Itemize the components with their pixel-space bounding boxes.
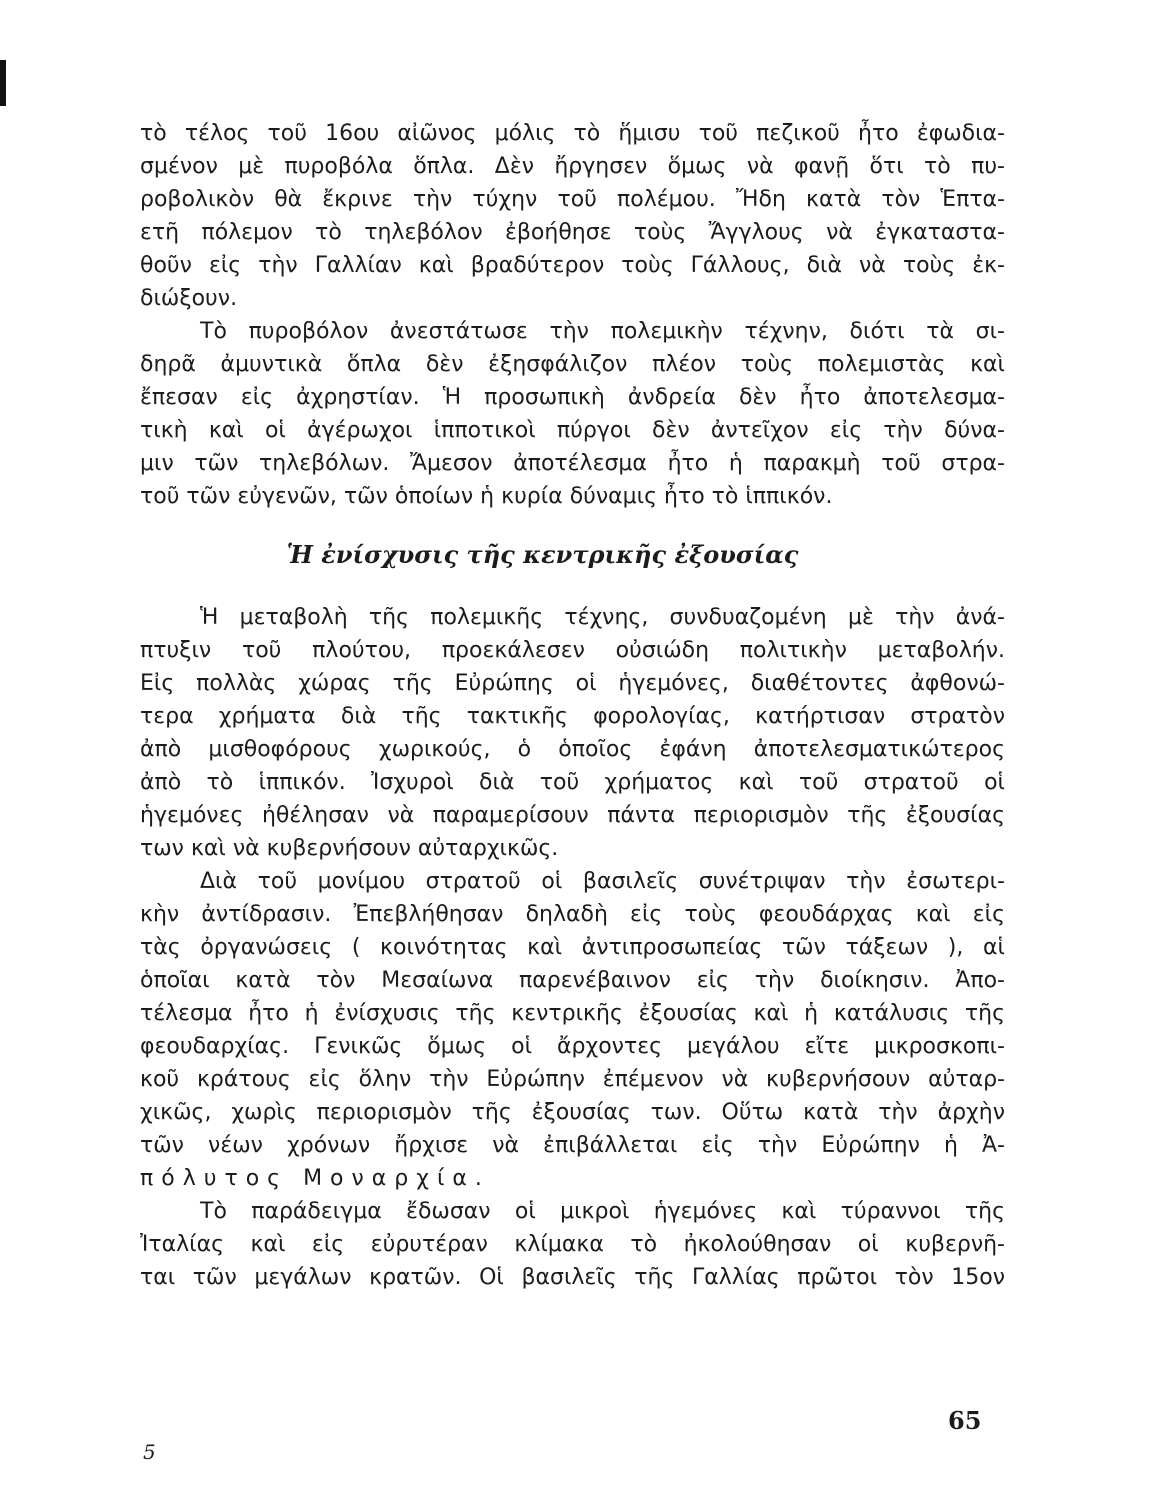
text-line: μιν τῶν τηλεβόλων. Ἄμεσον ἀποτέλεσμα ἦτο ἡ παρακμὴ τοῦ στρα- [140, 451, 1005, 476]
text-line: τοῦ τῶν εὐγενῶν, τῶν ὁποίων ἡ κυρία δύναμις ἦτο τὸ ἱππικόν. [140, 484, 833, 509]
text-line: τῶν νέων χρόνων ἤρχισε νὰ ἐπιβάλλεται εἰς τὴν Εὐρώπην ἡ Ἀ- [140, 1133, 1005, 1158]
text-line: Ἰταλίας καὶ εἰς εὐρυτέραν κλίμακα τὸ ἠκολούθησαν οἱ κυβερνῆ- [140, 1232, 1005, 1257]
paragraph-5 [140, 1195, 1005, 1294]
paragraph-2 [140, 315, 1005, 513]
text-line: Διὰ τοῦ μονίμου στρατοῦ οἱ βασιλεῖς συνέτριψαν τὴν ἐσωτερι- [200, 869, 1005, 894]
text-line: τὸ τέλος τοῦ 16ου αἰῶνος μόλις τὸ ἥμισυ τοῦ πεζικοῦ ἦτο ἐφωδια- [140, 121, 1005, 146]
text-line: τέλεσμα ἦτο ἡ ἐνίσχυσις τῆς κεντρικῆς ἐξουσίας καὶ ἡ κατάλυσις τῆς [140, 1001, 1005, 1026]
text-line: κοῦ κράτους εἰς ὅλην τὴν Εὐρώπην ἐπέμενον νὰ κυβερνήσουν αὐταρ- [140, 1067, 1005, 1092]
text-line: κὴν ἀντίδρασιν. Ἐπεβλήθησαν δηλαδὴ εἰς τοὺς φεουδάρχας καὶ εἰς [140, 902, 1005, 927]
text-line: Ἡ μεταβολὴ τῆς πολεμικῆς τέχνης, συνδυαζομένη μὲ τὴν ἀνά- [200, 605, 1005, 630]
text-line: φεουδαρχίας. Γενικῶς ὅμως οἱ ἄρχοντες μεγάλου εἴτε μικροσκοπι- [140, 1034, 1005, 1059]
text-line: δηρᾶ ἀμυντικὰ ὅπλα δὲν ἐξησφάλιζον πλέον τοὺς πολεμιστὰς καὶ [140, 352, 1005, 377]
text-line: Τὸ πυροβόλον ἀνεστάτωσε τὴν πολεμικὴν τέχνην, διότι τὰ σι- [200, 319, 1005, 344]
page-number: 65 [948, 1406, 982, 1435]
text-line: ροβολικὸν θὰ ἔκρινε τὴν τύχην τοῦ πολέμου. Ἤδη κατὰ τὸν Ἑπτα- [140, 187, 1005, 212]
section-heading: Ἡ ἐνίσχυσις τῆς κεντρικῆς ἐξουσίας [286, 540, 799, 569]
text-line: πτυξιν τοῦ πλούτου, προεκάλεσεν οὐσιώδη πολιτικὴν μεταβολήν. [140, 638, 1005, 663]
text-line: τερα χρήματα διὰ τῆς τακτικῆς φορολογίας, κατήρτισαν στρατὸν [140, 704, 1005, 729]
text-line: πόλυτος Μοναρχία. [140, 1166, 490, 1191]
text-line: τὰς ὀργανώσεις ( κοινότητας καὶ ἀντιπροσωπείας τῶν τάξεων ), αἱ [140, 935, 1005, 960]
text-line: ται τῶν μεγάλων κρατῶν. Οἱ βασιλεῖς τῆς Γαλλίας πρῶτοι τὸν 15ον [140, 1265, 1005, 1290]
text-line: σμένον μὲ πυροβόλα ὅπλα. Δὲν ἤργησεν ὅμως νὰ φανῇ ὅτι τὸ πυ- [140, 154, 1005, 179]
paragraph-1 [140, 117, 1005, 315]
text-line: Τὸ παράδειγμα ἔδωσαν οἱ μικροὶ ἡγεμόνες καὶ τύραννοι τῆς [200, 1199, 1005, 1224]
page-body [140, 117, 1005, 1294]
text-line: ετῆ πόλεμον τὸ τηλεβόλον ἐβοήθησε τοὺς Ἄγγλους νὰ ἐγκαταστα- [140, 220, 1005, 245]
text-line: τικὴ καὶ οἱ ἀγέρωχοι ἱπποτικοὶ πύργοι δὲν ἀντεῖχον εἰς τὴν δύνα- [140, 418, 1005, 443]
text-line: ἀπὸ τὸ ἱππικόν. Ἰσχυροὶ διὰ τοῦ χρήματος καὶ τοῦ στρατοῦ οἱ [140, 770, 1005, 795]
text-line: ἔπεσαν εἰς ἀχρηστίαν. Ἡ προσωπικὴ ἀνδρεία δὲν ἦτο ἀποτελεσμα- [140, 385, 1005, 410]
text-line: ὁποῖαι κατὰ τὸν Μεσαίωνα παρενέβαινον εἰς τὴν διοίκησιν. Ἀπο- [140, 968, 1005, 993]
scan-edge-mark [0, 60, 6, 106]
text-line: των καὶ νὰ κυβερνήσουν αὐταρχικῶς. [140, 836, 559, 861]
text-line: χικῶς, χωρὶς περιορισμὸν τῆς ἐξουσίας των. Οὕτω κατὰ τὴν ἀρχὴν [140, 1100, 1005, 1125]
text-line: ἀπὸ μισθοφόρους χωρικούς, ὁ ὁποῖος ἐφάνη ἀποτελεσματικώτερος [140, 737, 1005, 762]
text-line: θοῦν εἰς τὴν Γαλλίαν καὶ βραδύτερον τοὺς Γάλλους, διὰ νὰ τοὺς ἐκ- [140, 253, 1005, 278]
paragraph-3 [140, 601, 1005, 865]
text-line: ἡγεμόνες ἠθέλησαν νὰ παραμερίσουν πάντα περιορισμὸν τῆς ἐξουσίας [140, 803, 1005, 828]
printer-signature-mark: 5 [143, 1440, 156, 1464]
text-line: διώξουν. [140, 286, 238, 311]
text-line: Εἰς πολλὰς χώρας τῆς Εὐρώπης οἱ ἡγεμόνες, διαθέτοντες ἀφθονώ- [140, 671, 1005, 696]
paragraph-4 [140, 865, 1005, 1195]
